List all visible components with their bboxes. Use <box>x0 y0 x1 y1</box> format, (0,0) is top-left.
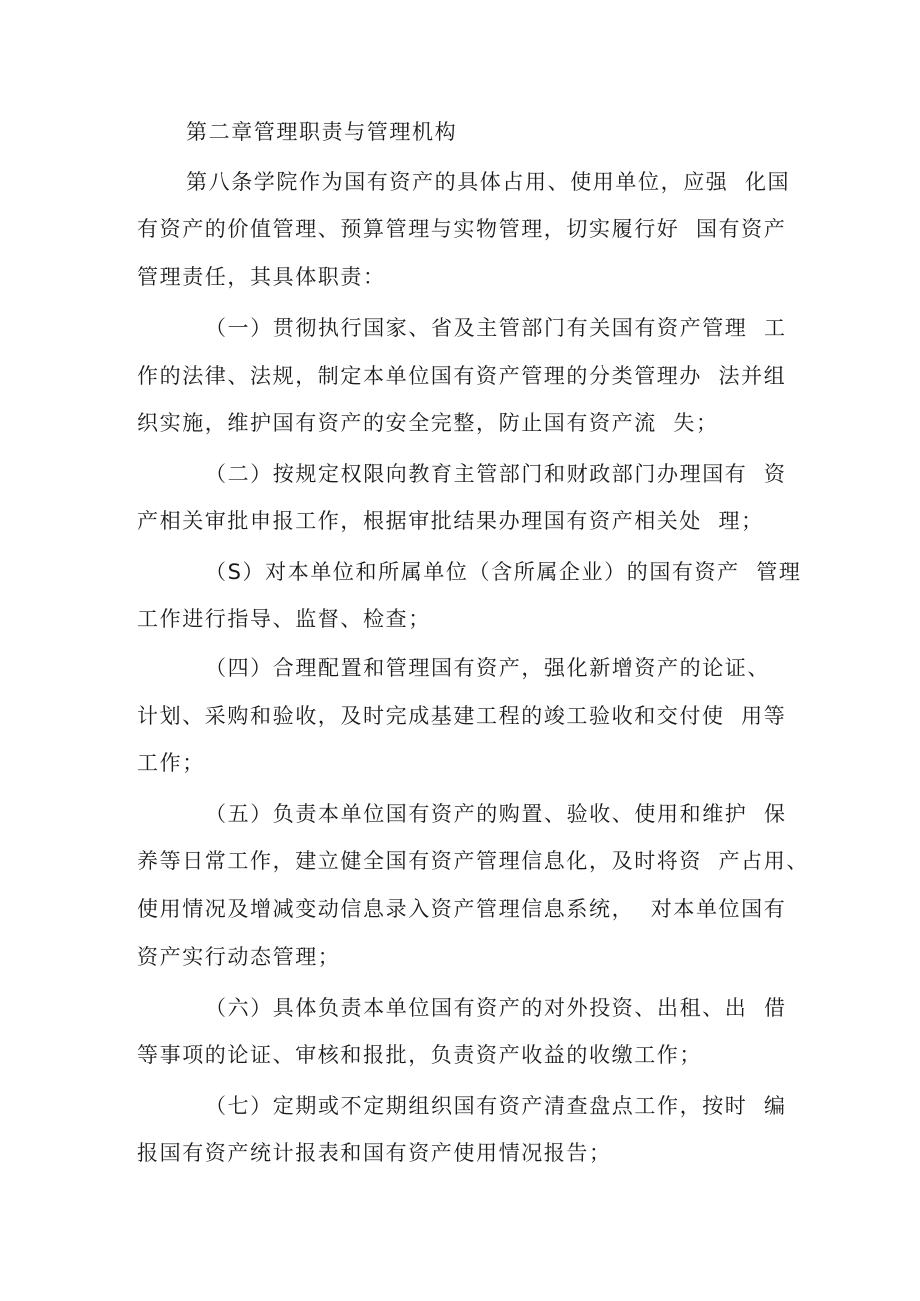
item-6-line-1: （六）具体负责本单位国有资产的对外投资、出租、出 借 <box>205 996 787 1020</box>
item-4-line-3: 工作； <box>137 751 205 775</box>
item-4-line-1: （四）合理配置和管理国有资产，强化新增资产的论证、 <box>205 656 770 680</box>
item-5-line-1: （五）负责本单位国有资产的购置、验收、使用和维护 保 <box>205 802 787 826</box>
chapter-heading: 第二章管理职责与管理机构 <box>186 120 458 144</box>
item-5-line-4: 资产实行动态管理； <box>137 945 341 969</box>
item-3-line-2: 工作进行指导、监督、检查； <box>137 607 431 631</box>
item-6-line-2: 等事项的论证、审核和报批，负责资产收益的收缴工作； <box>137 1043 702 1067</box>
item-7-line-1: （七）定期或不定期组织国有资产清查盘点工作，按时 编 <box>205 1094 787 1118</box>
item-5-line-3: 使用情况及增减变动信息录入资产管理信息系统， 对本单位国有 <box>137 897 787 921</box>
item-5-line-2: 养等日常工作，建立健全国有资产管理信息化，及时将资 产占用、 <box>137 849 809 873</box>
article-8-line-2: 有资产的价值管理、预算管理与实物管理，切实履行好 国有资产 <box>137 217 787 241</box>
item-2-line-2: 产相关审批申报工作，根据审批结果办理国有资产相关处 理； <box>137 509 764 533</box>
article-8-line-3: 管理责任，其具体职责： <box>137 265 386 289</box>
item-7-line-2: 报国有资产统计报表和国有资产使用情况报告； <box>137 1141 612 1165</box>
item-4-line-2: 计划、采购和验收，及时完成基建工程的竣工验收和交付使 用等 <box>137 704 787 728</box>
item-1-line-1: （一）贯彻执行国家、省及主管部门有关国有资产管理 工 <box>205 316 787 340</box>
article-8-line-1: 第八条学院作为国有资产的具体占用、使用单位，应强 化国 <box>186 170 791 194</box>
item-1-line-3: 织实施，维护国有资产的安全完整，防止国有资产流 失； <box>137 411 719 435</box>
item-1-line-2: 作的法律、法规，制定本单位国有资产管理的分类管理办 法并组 <box>137 364 787 388</box>
item-3-line-1: （S）对本单位和所属单位（含所属企业）的国有资产 管理 <box>205 560 802 584</box>
item-2-line-1: （二）按规定权限向教育主管部门和财政部门办理国有 资 <box>205 462 787 486</box>
